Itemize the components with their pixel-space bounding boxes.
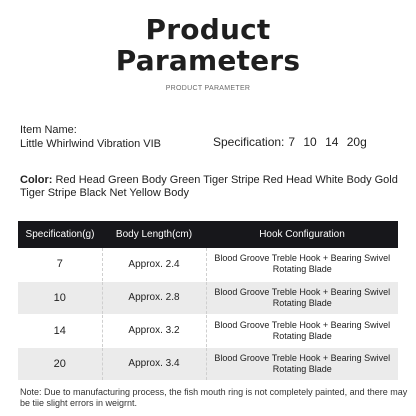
disclaimer-note: Note: Due to manufacturing process, the fish mouth ring is not completely painted, and there may be tiie slight errors in weigrnt. xyxy=(20,387,408,408)
item-info xyxy=(20,124,400,151)
cell-specification: 14 xyxy=(53,324,66,337)
table-row xyxy=(18,347,398,380)
table-header-row xyxy=(18,221,398,248)
parameter-table xyxy=(18,221,398,381)
page-title-line-2: Parameters xyxy=(115,44,301,77)
cell-specification: 7 xyxy=(56,258,63,271)
cell-body-length: Approx. 2.8 xyxy=(102,281,206,314)
item-name-value: Little Whirlwind Vibration VIB xyxy=(20,138,162,150)
color-info xyxy=(20,174,404,200)
cell-hook-configuration: Blood Groove Treble Hook + Bearing Swivel Rotating Blade xyxy=(206,281,398,314)
header-body-length: Body Length(cm) xyxy=(102,221,206,248)
specification xyxy=(213,135,367,149)
page-subtitle: PRODUCT PARAMETER xyxy=(165,85,251,92)
specification-values: 7 10 14 20g xyxy=(288,135,367,149)
header-specification: Specification(g) xyxy=(18,221,102,248)
cell-body-length: Approx. 3.4 xyxy=(102,347,206,380)
page-title-line-1: Product xyxy=(145,13,271,46)
color-label: Color: xyxy=(20,174,53,186)
cell-hook-configuration: Blood Groove Treble Hook + Bearing Swivel Rotating Blade xyxy=(206,347,398,380)
item-name-label: Item Name: xyxy=(20,124,77,136)
color-value: Red Head Green Body Green Tiger Stripe Red Head White Body Gold Tiger Stripe Black Net Yellow Body xyxy=(20,174,398,199)
table-row xyxy=(18,248,398,281)
cell-hook-configuration: Blood Groove Treble Hook + Bearing Swivel Rotating Blade xyxy=(214,253,391,275)
specification-label: Specification: xyxy=(213,135,285,149)
cell-specification: 10 xyxy=(18,281,102,314)
header-hook-configuration: Hook Configuration xyxy=(206,221,398,248)
table-row xyxy=(18,281,398,314)
cell-hook-configuration: Blood Groove Treble Hook + Bearing Swivel Rotating Blade xyxy=(214,319,391,341)
title-block xyxy=(0,14,416,92)
table-row xyxy=(18,314,398,347)
cell-specification: 20 xyxy=(18,347,102,380)
cell-body-length: Approx. 3.2 xyxy=(102,314,206,347)
cell-body-length: Approx. 2.4 xyxy=(102,248,206,281)
